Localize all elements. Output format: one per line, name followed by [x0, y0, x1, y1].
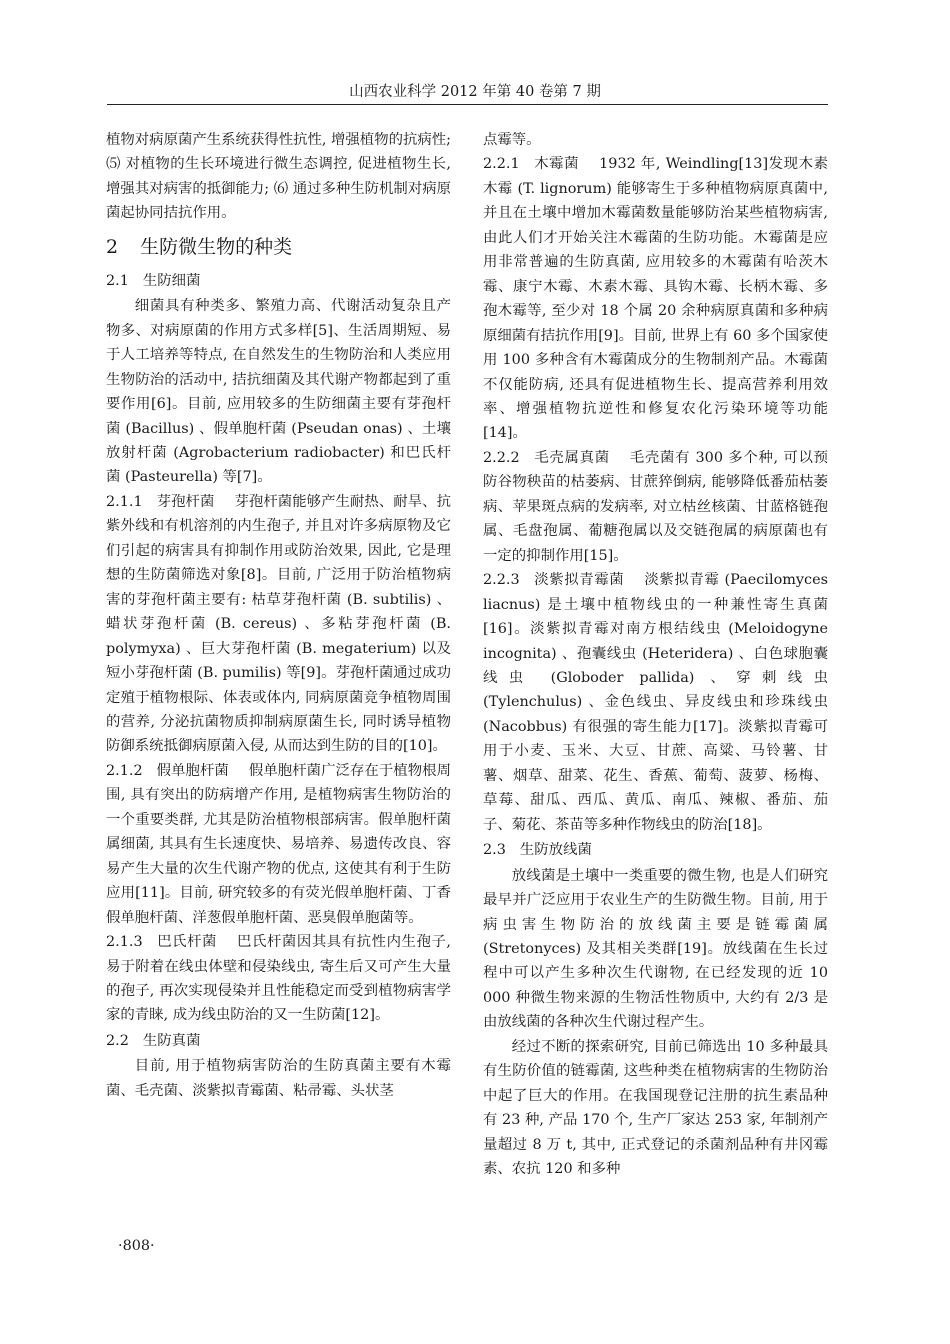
section-2-2-heading [106, 1029, 451, 1053]
section-number: 2 [106, 235, 119, 258]
section-number: 2.2.1 [483, 156, 520, 173]
section-title: 生防真菌 [142, 1032, 201, 1049]
right-column [483, 128, 828, 1181]
journal-header: 山西农业科学 2012 年第 40 卷第 7 期 [349, 84, 601, 100]
section-text: 巴氏杆菌因其具有抗性内生孢子, 易于附着在线虫体壁和侵染线虫, 寄生后又可产生大量的孢子, 再次实现侵染并且性能稳定而受到植物病害学家的青睐, 成为线虫防治的又一生防菌[12]。 [106, 934, 451, 1024]
section-2-heading [106, 234, 451, 260]
section-title: 生防放线菌 [519, 842, 592, 859]
section-text: 1932 年, Weindling[13]发现木素木霉 (T. lignorum) 能够寄生于多种植物病原真菌中, 并且在土壤中增加木霉菌数量能够防治某些植物病害, 由此人们才开始关注木霉菌的生防功能。木霉菌是应用非常普遍的生防真菌, 应用较多的木霉菌有哈茨木霉、康宁木霉、木素木霉、具钩木霉、长柄木霉、多孢木霉等, 至少对 18 个属 20 余种病原真菌和多种病原细菌有拮抗作用[9]。目前, 世界上有 60 多个国家使用 100 多种含有木霉菌成分的生物制剂产品。木霉菌不仅能防病, 还具有促进植物生长、提高营养利用效率、增强植物抗逆性和修复农化污染环境等功能[14]。 [483, 156, 828, 442]
section-number: 2.2.3 [483, 572, 520, 589]
section-title: 生防细菌 [142, 272, 201, 289]
intro-paragraph: 植物对病原菌产生系统获得性抗性, 增强植物的抗病性; ⑸ 对植物的生长环境进行微生态调控, 促进植物生长, 增强其对病害的抵御能力; ⑹ 通过多种生防机制对病原菌起协同拮抗作用。 [106, 132, 451, 222]
section-text: 芽孢杆菌能够产生耐热、耐旱、抗紫外线和有机溶剂的内生孢子, 并且对许多病原物及它们引起的病害具有抑制作用或防治效果, 因此, 它是理想的生防菌筛选对象[8]。目前, 广泛用于防治植物病害的芽孢杆菌主要有: 枯草芽孢杆菌 (B. subtilis) 、蜡状芽孢杆菌 (B. cereus) 、多粘芽孢杆菌 (B. polymyxa) 、巨大芽孢杆菌 (B. megaterium) 以及短小芽孢杆菌 (B. pumilis) 等[9]。芽孢杆菌通过成功定殖于植物根际、体表或体内, 同病原菌竞争植物周围的营养, 分泌抗菌物质抑制病原菌生长, 同时诱导植物防御系统抵御病原菌入侵, 从而达到生防的目的[10]。 [106, 493, 451, 755]
section-number: 2.3 [483, 842, 506, 859]
paragraph-2-2-continued: 点霉等。 [483, 132, 541, 148]
section-text: 淡紫拟青霉 (Paecilomyces liacnus) 是土壤中植物线虫的一种兼性寄生真菌[16]。淡紫拟青霉对南方根结线虫 (Meloidogyne incognita) 、孢囊线虫 (Heteridera) 、白色球胞囊线虫 (Globoder pallida) 、穿刺线虫 (Tylenchulus) 、金色线虫、异皮线虫和珍珠线虫 (Nacobbus) 有很强的寄生能力[17]。淡紫拟青霉可用于小麦、玉米、大豆、甘蔗、高粱、马铃薯、甘薯、烟草、甜菜、花生、香蕉、葡萄、菠萝、杨梅、草莓、甜瓜、西瓜、黄瓜、南瓜、辣椒、番茄、茄子、菊花、茶苗等多种作物线虫的防治[18]。 [483, 572, 828, 833]
paragraph-2-2-2 [483, 446, 828, 568]
section-number: 2.1.1 [106, 493, 143, 510]
paragraph-2-1: 细菌具有种类多、繁殖力高、代谢活动复杂且产物多、对病原菌的作用方式多样[5]、生活周期短、易于人工培养等特点, 在自然发生的生物防治和人类应用生物防治的活动中, 拮抗细菌及其代谢产物都起到了重要作用[6]。目前, 应用较多的生防细菌主要有芽孢杆菌 (Bacillus) 、假单胞杆菌 (Pseudan onas) 、土壤放射杆菌 (Agrobacterium radiobacter) 和巴氏杆菌 (Pasteurella) 等[7]。 [106, 298, 451, 486]
paragraph-2-2-3 [483, 568, 828, 837]
section-text: 假单胞杆菌广泛存在于植物根周围, 具有突出的防病增产作用, 是植物病害生物防治的一个重要类群, 尤其是防治植物根部病害。假单胞杆菌属细菌, 其具有生长速度快、易培养、易遗传改良、容易产生大量的次生代谢产物的优点, 这使其有利于生防应用[11]。目前, 研究较多的有荧光假单胞杆菌、丁香假单胞杆菌、洋葱假单胞杆菌、恶臭假单胞菌等。 [106, 762, 451, 926]
paragraph-2-3-b: 经过不断的探索研究, 目前已筛选出 10 多种最具有生防价值的链霉菌, 这些种类在植物病害的生物防治中起了巨大的作用。在我国现登记注册的抗生素品种有 23 种, 产品 170 个, 生产厂家达 253 家, 年制剂产量超过 8 万 t, 其中, 正式登记的杀菌剂品种有井冈霉素、农抗 120 和多种 [483, 1038, 828, 1178]
section-title: 毛壳属真菌 [533, 449, 610, 466]
section-number: 2.2 [106, 1032, 129, 1049]
paragraph-2-1-2 [106, 759, 451, 930]
section-number: 2.2.2 [483, 449, 520, 466]
page-number: ·808· [118, 1238, 155, 1254]
header-rule [107, 104, 828, 105]
paragraph-2-1-3 [106, 930, 451, 1028]
section-title: 生防微生物的种类 [140, 235, 293, 258]
section-text: 毛壳菌有 300 多个种, 可以预防谷物秧苗的枯萎病、甘蔗猝倒病, 能够降低番茄枯萎病、苹果斑点病的发病率, 对立枯丝核菌、甘蓝格链孢属、毛盘孢属、葡糖孢属以及交链孢属的病原菌也有一定的抑制作用[15]。 [483, 449, 828, 564]
paragraph-2-3-a: 放线菌是土壤中一类重要的微生物, 也是人们研究最早并广泛应用于农业生产的生防微生物。目前, 用于病虫害生物防治的放线菌主要是链霉菌属 (Stretonyces) 及其相关类群[19]。放线菌在生长过程中可以产生多种次生代谢物, 在已经发现的近 10 000 种微生物来源的生物活性物质中, 大约有 2/3 是由放线菌的各种次生代谢过程产生。 [483, 867, 828, 1031]
section-title: 巴氏杆菌 [156, 934, 218, 951]
section-title: 木霉菌 [533, 156, 580, 173]
section-title: 芽孢杆菌 [156, 493, 215, 510]
paragraph-2-2: 目前, 用于植物病害防治的生防真菌主要有木霉菌、毛壳菌、淡紫拟青霉菌、粘帚霉、头状茎 [106, 1058, 451, 1099]
section-2-3-heading [483, 838, 828, 862]
left-column [106, 128, 451, 1103]
section-number: 2.1 [106, 272, 129, 289]
paragraph-2-1-1 [106, 490, 451, 759]
section-number: 2.1.3 [106, 934, 143, 951]
section-2-1-heading [106, 269, 451, 293]
section-number: 2.1.2 [106, 762, 143, 779]
section-title: 假单胞杆菌 [156, 762, 229, 779]
paragraph-2-2-1 [483, 152, 828, 445]
section-title: 淡紫拟青霉菌 [533, 572, 625, 589]
